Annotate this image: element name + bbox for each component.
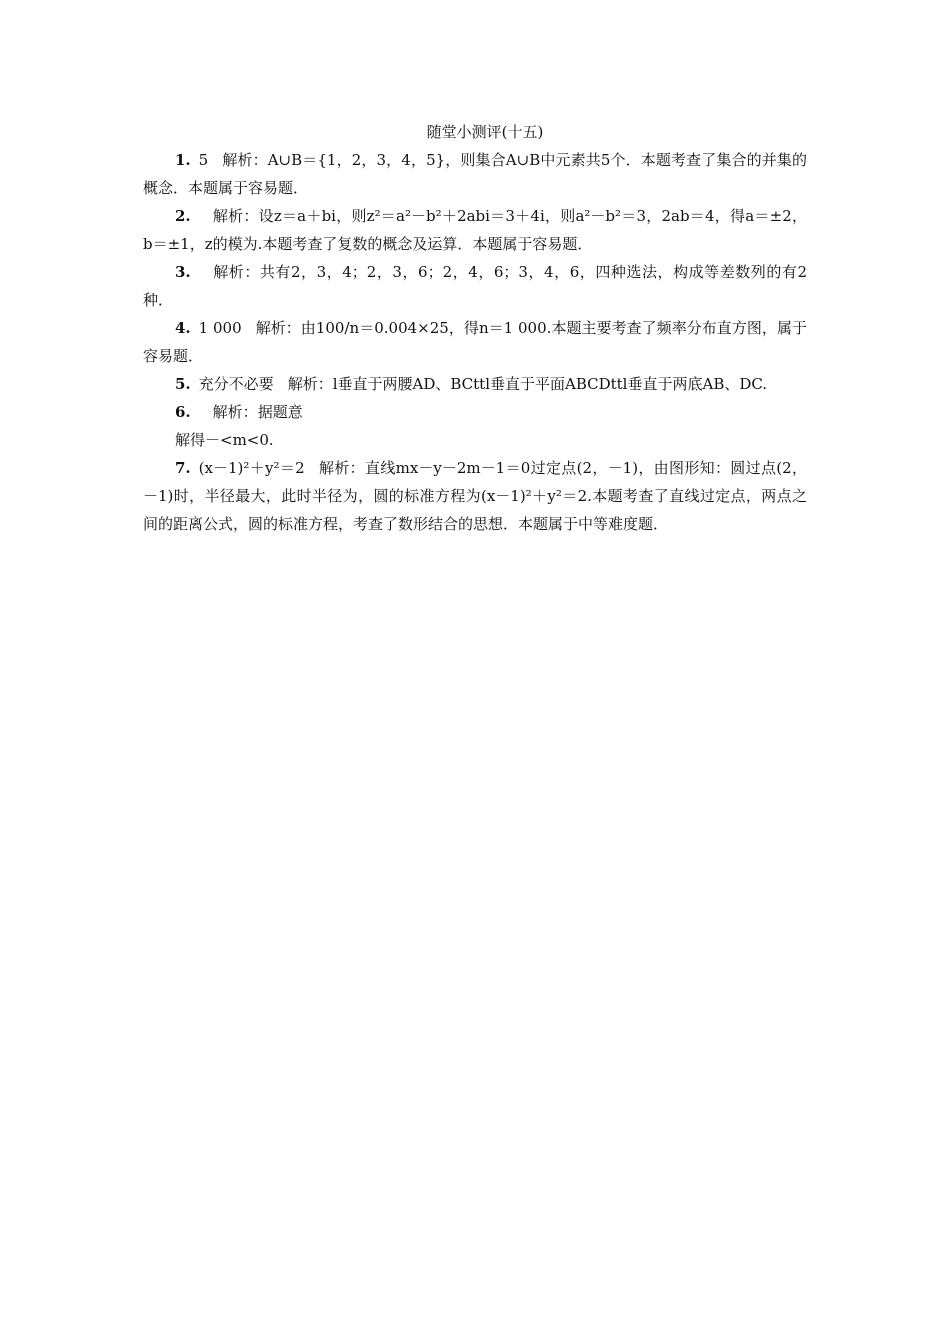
- item-answer: 5: [198, 151, 209, 169]
- answer-item-1: [143, 146, 807, 202]
- item-analysis-label: 解析：: [212, 403, 258, 421]
- item-analysis-label: 解析：: [255, 319, 301, 337]
- item-analysis-text: 直线mx－y－2m－1＝0过定点(2，－1)，由图形知：圆过点(2，－1)时，半径最大，此时半径为，圆的标准方程为(x－1)²＋y²＝2.本题考查了直线过定点，两点之间的距离公式，圆的标准方程，考查了数形结合的思想．本题属于中等难度题．: [143, 459, 807, 533]
- answer-item-6: [143, 398, 807, 426]
- item-number: 7.: [175, 459, 191, 477]
- item-analysis-text: 设z＝a＋bi，则z²＝a²－b²＋2abi＝3＋4i，则a²－b²＝3，2ab＝4，得a＝±2，b＝±1，z的模为.本题考查了复数的概念及运算．本题属于容易题．: [143, 207, 807, 253]
- item-number: 4.: [175, 319, 191, 337]
- answer-content: [143, 118, 807, 538]
- item-analysis-text: A∪B＝{1，2，3，4，5}，则集合A∪B中元素共5个．本题考查了集合的并集的概念．本题属于容易题．: [143, 151, 807, 197]
- item-number: 2.: [175, 207, 191, 225]
- answer-item-7: [143, 454, 807, 538]
- answer-item-6-continuation: 解得－<m<0.: [175, 431, 274, 449]
- item-answer: (x－1)²＋y²＝2: [198, 459, 305, 477]
- answer-item-5: [143, 370, 807, 398]
- page-title: 随堂小测评(十五): [426, 123, 544, 141]
- item-number: 3.: [175, 263, 191, 281]
- item-analysis-text: 共有2，3，4；2，3，6；2，4，6；3，4，6，四种选法，构成等差数列的有2种．: [143, 263, 807, 309]
- item-number: 1.: [175, 151, 191, 169]
- item-answer: 1 000: [198, 319, 242, 337]
- item-analysis-text: 据题意: [257, 403, 303, 421]
- answer-item-3: [143, 258, 807, 314]
- answer-item-2: [143, 202, 807, 258]
- item-analysis-label: 解析：: [212, 263, 260, 281]
- answer-item-4: [143, 314, 807, 370]
- item-analysis-label: 解析：: [318, 459, 366, 477]
- item-answer: 充分不必要: [198, 375, 274, 393]
- item-analysis-text: l垂直于两腰AD、BCttl垂直于平面ABCDttl垂直于两底AB、DC.: [332, 375, 768, 393]
- item-analysis-label: 解析：: [287, 375, 333, 393]
- item-number: 5.: [175, 375, 191, 393]
- item-analysis-label: 解析：: [222, 151, 268, 169]
- item-analysis-text: 由100/n＝0.004×25，得n＝1 000.本题主要考查了频率分布直方图，属于容易题．: [143, 319, 807, 365]
- item-analysis-label: 解析：: [212, 207, 259, 225]
- item-number: 6.: [175, 403, 191, 421]
